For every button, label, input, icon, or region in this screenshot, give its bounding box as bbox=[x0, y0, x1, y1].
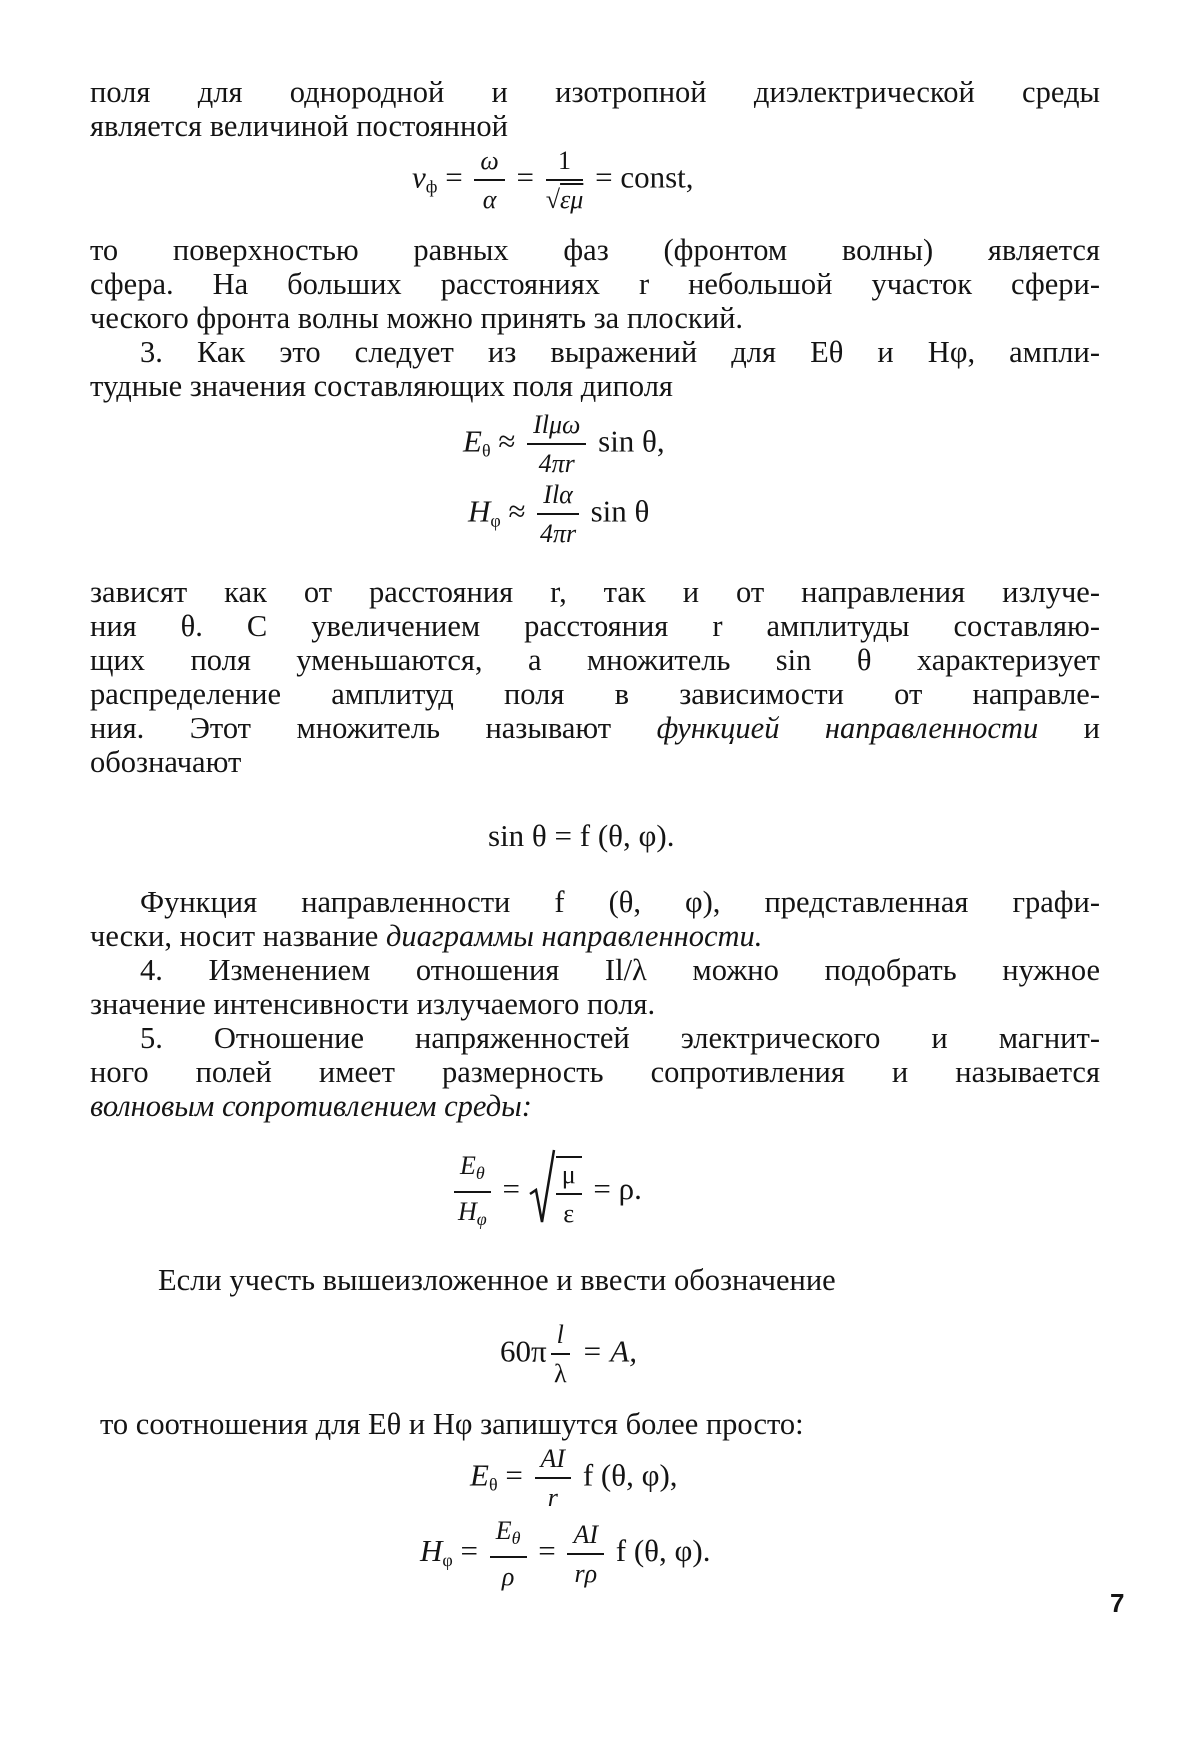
text-line bbox=[90, 710, 1100, 746]
text-line: является величиной постоянной bbox=[90, 109, 508, 143]
equation-e-theta: $E_\theta$ ≈ $\frac{\text{Ilμω}}{4\pi r}$ sin θ, bbox=[463, 410, 665, 478]
text-line bbox=[90, 918, 762, 954]
italic-term: функцией направленности bbox=[656, 711, 1039, 745]
equation-h-phi-simplified: $H_\varphi$ = $\frac{E_\theta}{\rho}$ = $\frac{AI}{r\rho}$ f (θ, φ). bbox=[420, 1516, 711, 1591]
text-line: зависят как от расстояния r, так и от направления излуче- bbox=[90, 575, 1100, 609]
page-number: 7 bbox=[1110, 1588, 1125, 1618]
text-line: тудные значения составляющих поля диполя bbox=[90, 369, 673, 403]
text-line: 5. Отношение напряженностей электрического и магнит- bbox=[140, 1021, 1100, 1055]
text-line: волновым сопротивлением среды: bbox=[90, 1089, 532, 1123]
text-line: ческого фронта волны можно принять за плоский. bbox=[90, 301, 744, 335]
text-span: ния. Этот множитель называют bbox=[90, 711, 612, 745]
text-line: 4. Изменением отношения Il/λ можно подобрать нужное bbox=[140, 953, 1100, 987]
equation-directivity-function: sin θ = f (θ, φ). bbox=[488, 818, 675, 853]
text-line: то поверхностью равных фаз (фронтом волны) является bbox=[90, 233, 1100, 267]
equation-h-phi: $H_\varphi$ ≈ $\frac{\text{Ilα}}{4\pi r}$ sin θ bbox=[468, 480, 650, 548]
equation-e-theta-simplified: $E_\theta$ = $\frac{AI}{r}$ f (θ, φ), bbox=[470, 1444, 678, 1512]
text-span: чески, носит название bbox=[90, 919, 379, 953]
text-line: распределение амплитуд поля в зависимости от направле- bbox=[90, 677, 1100, 711]
text-span: и bbox=[1083, 711, 1100, 745]
text-line: сфера. На больших расстояниях r небольшой участок сфери- bbox=[90, 267, 1100, 301]
text-line: ного полей имеет размерность сопротивления и называется bbox=[90, 1055, 1100, 1089]
text-line: щих поля уменьшаются, а множитель sin θ характеризует bbox=[90, 643, 1100, 677]
text-line: поля для однородной и изотропной диэлектрической среды bbox=[90, 75, 1100, 109]
text-line: ния θ. С увеличением расстояния r амплитуды составляю- bbox=[90, 609, 1100, 643]
equation-phase-velocity: $v_ф$ = $\frac{\omega}{\alpha}$ = $\frac{1}{√\varepsilon\mu}$ = const, bbox=[412, 146, 694, 214]
text-line: значение интенсивности излучаемого поля. bbox=[90, 987, 656, 1021]
text-line: Функция направленности f (θ, φ), представленная графи- bbox=[140, 885, 1100, 919]
italic-term: диаграммы направленности. bbox=[385, 919, 763, 953]
sqrt-icon bbox=[528, 1148, 556, 1236]
text-line: обозначают bbox=[90, 745, 242, 779]
text-line: Если учесть вышеизложенное и ввести обозначение bbox=[158, 1263, 836, 1297]
text-line: 3. Как это следует из выражений для Eθ и Hφ, ампли- bbox=[140, 335, 1100, 369]
equation-a-definition: 60π $\frac{l}{\lambda}$ = A, bbox=[500, 1320, 637, 1388]
text-line: то соотношения для Eθ и Hφ запишутся более просто: bbox=[100, 1407, 804, 1441]
equation-wave-impedance: $\frac{E_\theta}{H_\varphi}$ = $\frac{\mu}{\varepsilon}$ = ρ. bbox=[450, 1148, 642, 1236]
